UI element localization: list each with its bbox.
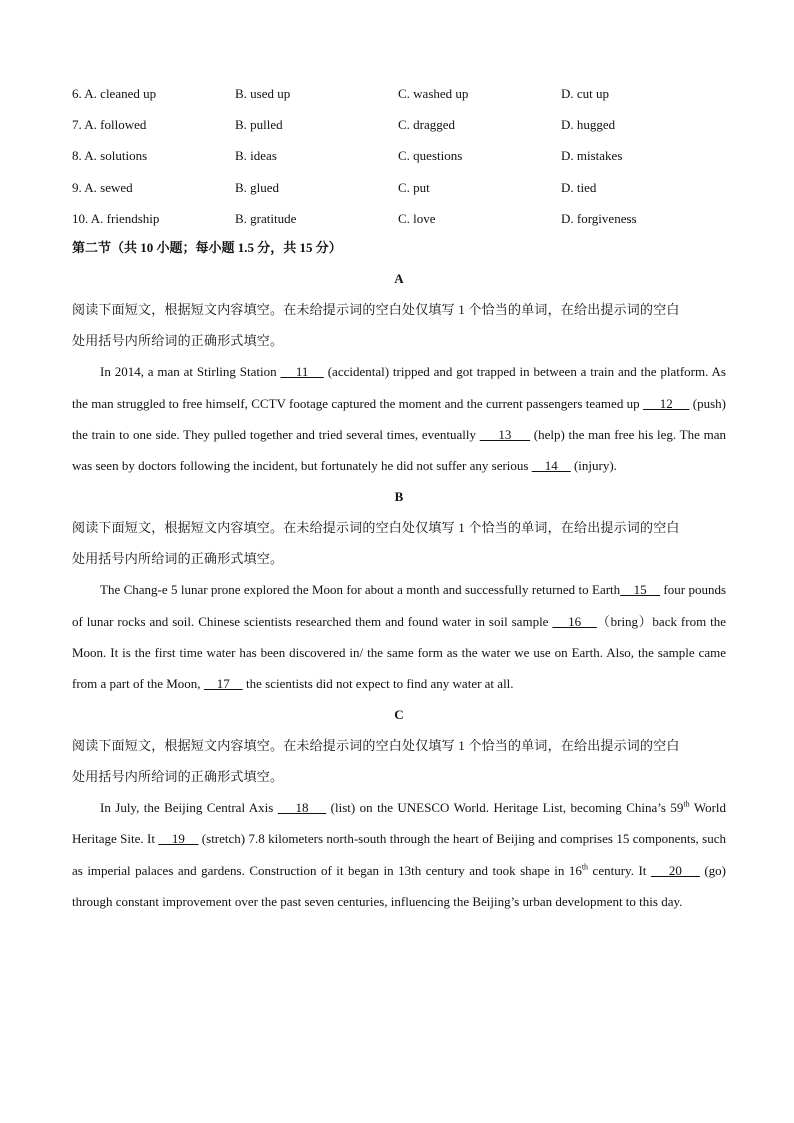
option-c: C. questions (398, 148, 463, 164)
passage-text: century. It (588, 862, 651, 878)
option-b: B. pulled (235, 116, 283, 132)
passage-c-label: C (394, 707, 404, 723)
instructions-b (72, 512, 726, 574)
instructions-c (72, 730, 726, 792)
options-row-9 (72, 172, 726, 203)
passage-text: In 2014, a man at Stirling Station (100, 364, 281, 380)
options-row-10 (72, 203, 726, 234)
option-d: D. tied (561, 179, 597, 195)
option-a: 7. A. followed (72, 116, 147, 132)
instructions-line-2: 处用括号内所给词的正确形式填空。 (72, 769, 284, 785)
blank-16: 16 (552, 613, 597, 629)
blank-19: 19 (158, 831, 199, 847)
passage-text: World Heritage Site. It (72, 800, 727, 847)
section-title: 第二节（共 10 小题；每小题 1.5 分，共 15 分） (72, 240, 342, 256)
blank-20: 20 (650, 862, 700, 878)
option-d: D. cut up (561, 85, 610, 101)
passage-text: the scientists did not expect to find any water at all. (242, 675, 514, 691)
passage-b-text (72, 574, 726, 699)
option-d: D. forgiveness (561, 210, 637, 226)
blank-18: 18 (277, 800, 327, 816)
passage-text: (list) on the UNESCO World. Heritage List, becoming China’s 59 (326, 800, 684, 816)
option-a: 8. A. solutions (72, 148, 148, 164)
superscript: th (581, 862, 589, 872)
instructions-line-1: 阅读下面短文，根据短文内容填空。在未给提示词的空白处仅填写 1 个恰当的单词，在给出提示词的空白 (72, 738, 680, 754)
option-a: 6. A. cleaned up (72, 85, 157, 101)
passage-text: In July, the Beijing Central Axis (100, 800, 278, 816)
passage-a-text (72, 356, 726, 481)
option-b: B. ideas (235, 148, 277, 164)
options-row-8 (72, 141, 726, 172)
option-c: C. put (398, 179, 430, 195)
passage-text: (injury). (570, 458, 617, 474)
instructions-line-1: 阅读下面短文，根据短文内容填空。在未给提示词的空白处仅填写 1 个恰当的单词，在给出提示词的空白 (72, 302, 680, 318)
option-c: C. love (398, 210, 436, 226)
option-c: C. washed up (398, 85, 469, 101)
option-a: 9. A. sewed (72, 179, 133, 195)
instructions-line-2: 处用括号内所给词的正确形式填空。 (72, 333, 284, 349)
blank-14: 14 (531, 458, 571, 474)
instructions-line-1: 阅读下面短文，根据短文内容填空。在未给提示词的空白处仅填写 1 个恰当的单词，在给出提示词的空白 (72, 520, 680, 536)
passage-text: （bring）back from the Moon. It is the first time water has been discovered in/ the same form as the water we use on Earth. Also, the sample came from a part of the Moon, (72, 613, 727, 691)
option-d: D. mistakes (561, 148, 623, 164)
passage-text: four pounds of lunar rocks and soil. Chinese scientists researched them and found water in soil sample (72, 582, 727, 629)
instructions-a (72, 294, 726, 356)
passage-text: (stretch) 7.8 kilometers north-south through the heart of Beijing and comprises 15 components, such as imperial palaces and gardens. Construction of it began in 13th century and took shape in 16 (72, 831, 726, 878)
passage-text: (accidental) tripped and got trapped in between a train and the platform. As the man struggled to free himself, CCTV footage captured the moment and the current passengers teamed up (72, 364, 726, 411)
superscript: th (683, 799, 690, 809)
blank-17: 17 (203, 675, 243, 691)
blank-13: 13 (479, 426, 531, 442)
passage-c-text (72, 792, 726, 917)
option-d: D. hugged (561, 116, 616, 132)
passage-a-label: A (394, 271, 404, 287)
passage-text: The Chang-e 5 lunar prone explored the Moon for about a month and successfully returned to Earth (100, 582, 621, 598)
options-list (72, 78, 726, 234)
option-b: B. glued (235, 179, 280, 195)
passage-text: (go) through constant improvement over the past seven centuries, influencing the Beijing’s urban development to this day. (72, 862, 727, 909)
option-c: C. dragged (398, 116, 456, 132)
passage-b-label: B (394, 489, 404, 505)
passage-text: (help) the man free his leg. The man was seen by doctors following the incident, but fortunately he did not suffer any serious (72, 426, 726, 474)
option-a: 10. A. friendship (72, 210, 160, 226)
blank-11: 11 (280, 364, 324, 380)
options-row-7 (72, 109, 726, 140)
blank-15: 15 (620, 582, 661, 598)
blank-12: 12 (643, 395, 690, 411)
option-b: B. used up (235, 85, 291, 101)
options-row-6 (72, 78, 726, 109)
passage-text: (push) the train to one side. They pulled together and tried several times, eventually (72, 395, 727, 442)
instructions-line-2: 处用括号内所给词的正确形式填空。 (72, 551, 284, 567)
document-page (72, 78, 726, 917)
option-b: B. gratitude (235, 210, 297, 226)
